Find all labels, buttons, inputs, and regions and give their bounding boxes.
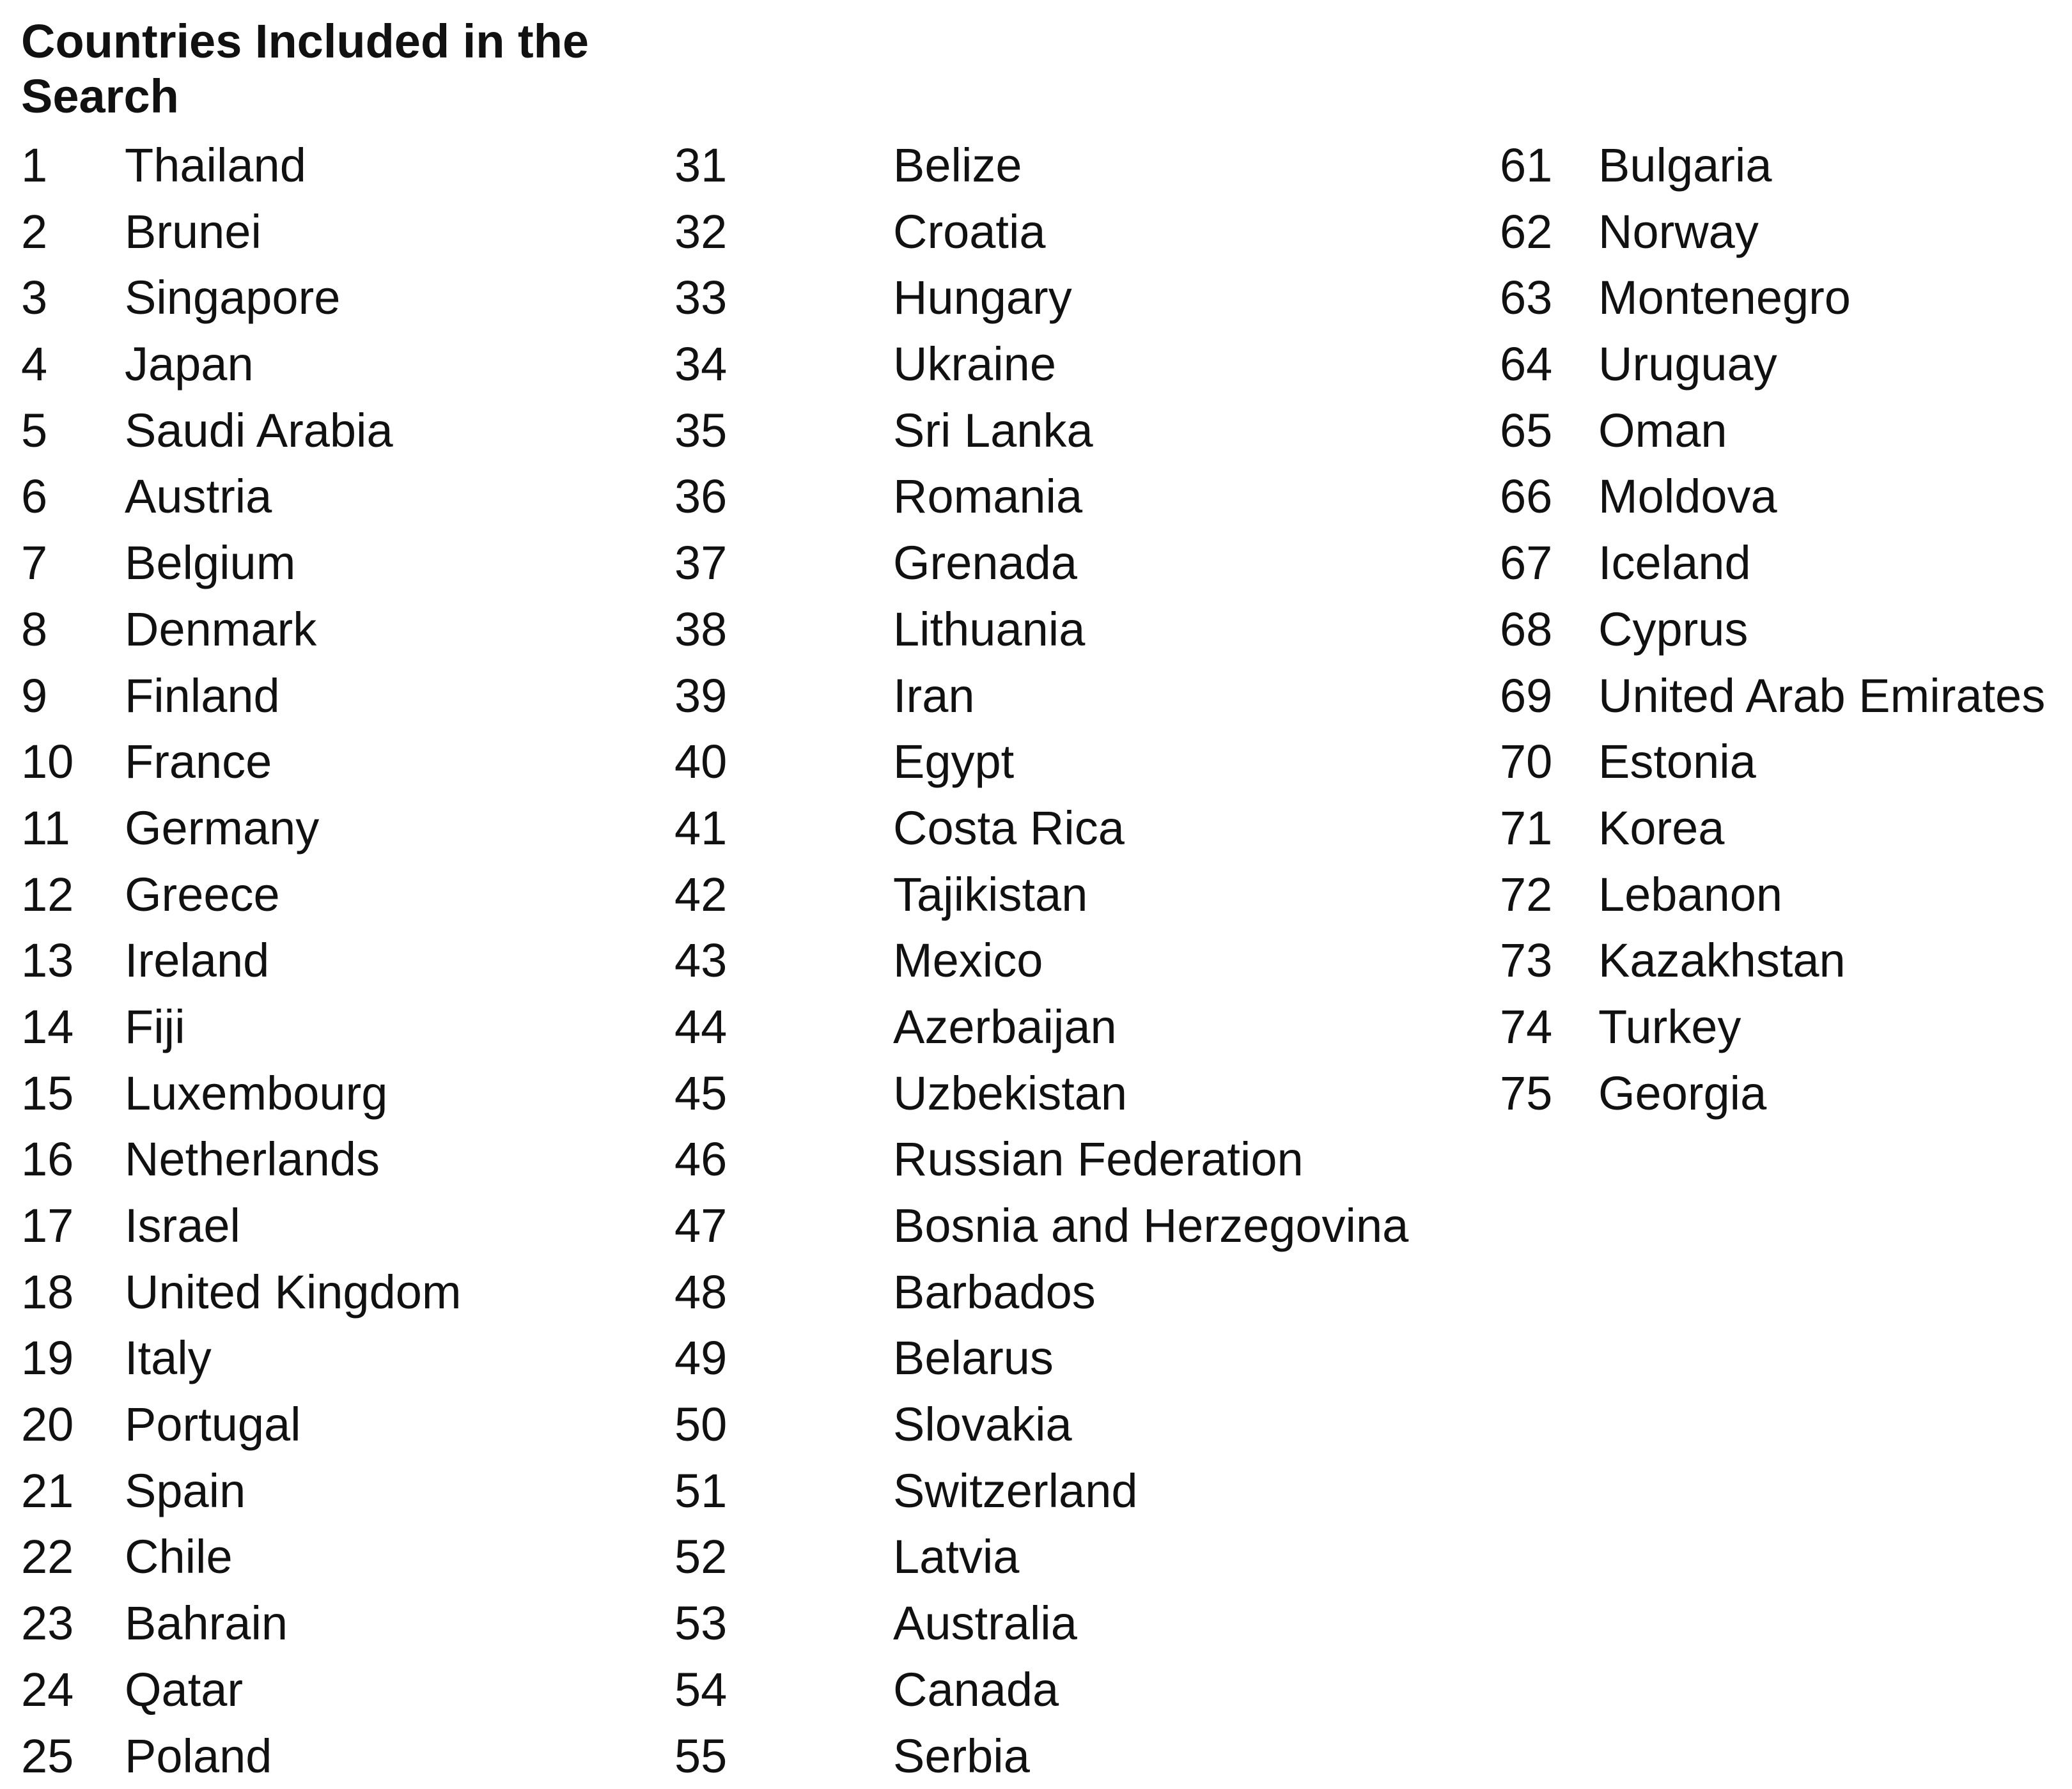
country-name: Ireland [125, 927, 269, 994]
country-number: 25 [21, 1723, 74, 1789]
country-number: 63 [1500, 265, 1552, 331]
country-number: 44 [674, 994, 727, 1060]
country-number: 22 [21, 1524, 74, 1590]
country-number: 3 [21, 265, 47, 331]
country-name: Serbia [893, 1723, 1030, 1789]
country-number: 11 [21, 795, 70, 862]
country-name: Finland [125, 663, 280, 729]
country-number: 53 [674, 1590, 727, 1657]
country-name: Grenada [893, 530, 1077, 596]
country-name: Portugal [125, 1391, 301, 1458]
country-name: Ukraine [893, 331, 1056, 398]
country-number: 9 [21, 663, 47, 729]
country-number: 55 [674, 1723, 727, 1789]
country-number: 70 [1500, 729, 1552, 795]
country-name: Iceland [1598, 530, 1751, 596]
country-name: Iran [893, 663, 975, 729]
country-name: Qatar [125, 1657, 243, 1723]
country-number: 19 [21, 1325, 74, 1391]
country-number: 12 [21, 862, 74, 928]
country-name: Turkey [1598, 994, 1741, 1060]
country-number: 24 [21, 1657, 74, 1723]
country-name: Denmark [125, 596, 316, 663]
country-name: Austria [125, 463, 272, 530]
country-name: Singapore [125, 265, 340, 331]
country-name: Romania [893, 463, 1082, 530]
country-number: 54 [674, 1657, 727, 1723]
country-name: Belarus [893, 1325, 1054, 1391]
country-number: 73 [1500, 927, 1552, 994]
country-number: 8 [21, 596, 47, 663]
country-name: United Arab Emirates [1598, 663, 2045, 729]
country-name: Canada [893, 1657, 1059, 1723]
country-number: 37 [674, 530, 727, 596]
country-name: Bosnia and Herzegovina [893, 1193, 1408, 1259]
country-number: 49 [674, 1325, 727, 1391]
country-number: 32 [674, 199, 727, 265]
country-number: 61 [1500, 132, 1552, 199]
country-name: Azerbaijan [893, 994, 1117, 1060]
country-number: 13 [21, 927, 74, 994]
country-number: 43 [674, 927, 727, 994]
country-number: 66 [1500, 463, 1552, 530]
country-name: Hungary [893, 265, 1072, 331]
country-number: 48 [674, 1259, 727, 1326]
country-name: Mexico [893, 927, 1043, 994]
country-name: Japan [125, 331, 254, 398]
country-name: Greece [125, 862, 280, 928]
country-name: Italy [125, 1325, 212, 1391]
country-number: 33 [674, 265, 727, 331]
country-name: Brunei [125, 199, 261, 265]
country-number: 36 [674, 463, 727, 530]
country-number: 52 [674, 1524, 727, 1590]
country-number: 6 [21, 463, 47, 530]
page-title: Countries Included in the Search [21, 14, 622, 124]
country-name: Korea [1598, 795, 1724, 862]
country-number: 40 [674, 729, 727, 795]
country-number: 47 [674, 1193, 727, 1259]
country-name: Spain [125, 1458, 245, 1524]
country-number: 10 [21, 729, 74, 795]
country-name: Luxembourg [125, 1060, 387, 1127]
country-number: 16 [21, 1126, 74, 1193]
country-name: Sri Lanka [893, 398, 1093, 464]
country-number: 15 [21, 1060, 74, 1127]
country-number: 65 [1500, 398, 1552, 464]
country-number: 14 [21, 994, 74, 1060]
country-number: 71 [1500, 795, 1552, 862]
country-name: Switzerland [893, 1458, 1138, 1524]
country-name: Lithuania [893, 596, 1085, 663]
country-name: Germany [125, 795, 319, 862]
country-number: 45 [674, 1060, 727, 1127]
country-number: 72 [1500, 862, 1552, 928]
country-name: Egypt [893, 729, 1014, 795]
country-name: Barbados [893, 1259, 1096, 1326]
country-name: Tajikistan [893, 862, 1087, 928]
country-number: 20 [21, 1391, 74, 1458]
country-number: 21 [21, 1458, 74, 1524]
country-number: 17 [21, 1193, 74, 1259]
country-name: Costa Rica [893, 795, 1125, 862]
country-number: 35 [674, 398, 727, 464]
country-number: 39 [674, 663, 727, 729]
country-name: Cyprus [1598, 596, 1748, 663]
country-name: Montenegro [1598, 265, 1851, 331]
country-name: Croatia [893, 199, 1046, 265]
country-name: Uruguay [1598, 331, 1777, 398]
country-name: Chile [125, 1524, 233, 1590]
country-name: Bahrain [125, 1590, 288, 1657]
country-name: Russian Federation [893, 1126, 1304, 1193]
country-name: Slovakia [893, 1391, 1072, 1458]
country-name: Saudi Arabia [125, 398, 393, 464]
country-name: Oman [1598, 398, 1727, 464]
country-name: France [125, 729, 272, 795]
country-number: 31 [674, 132, 727, 199]
country-number: 64 [1500, 331, 1552, 398]
country-number: 42 [674, 862, 727, 928]
country-name: Thailand [125, 132, 306, 199]
country-number: 7 [21, 530, 47, 596]
country-name: Lebanon [1598, 862, 1782, 928]
country-name: Moldova [1598, 463, 1777, 530]
country-name: Israel [125, 1193, 240, 1259]
country-number: 38 [674, 596, 727, 663]
country-name: Bulgaria [1598, 132, 1772, 199]
country-number: 74 [1500, 994, 1552, 1060]
country-name: Netherlands [125, 1126, 380, 1193]
country-name: Latvia [893, 1524, 1019, 1590]
country-number: 23 [21, 1590, 74, 1657]
country-name: Estonia [1598, 729, 1756, 795]
country-number: 41 [674, 795, 727, 862]
country-number: 46 [674, 1126, 727, 1193]
country-number: 75 [1500, 1060, 1552, 1127]
country-number: 34 [674, 331, 727, 398]
country-number: 50 [674, 1391, 727, 1458]
country-number: 69 [1500, 663, 1552, 729]
country-name: Uzbekistan [893, 1060, 1127, 1127]
country-name: Belize [893, 132, 1022, 199]
country-number: 18 [21, 1259, 74, 1326]
country-number: 5 [21, 398, 47, 464]
country-number: 67 [1500, 530, 1552, 596]
country-name: Australia [893, 1590, 1077, 1657]
country-name: Norway [1598, 199, 1759, 265]
country-number: 4 [21, 331, 47, 398]
country-name: Kazakhstan [1598, 927, 1846, 994]
country-name: Fiji [125, 994, 185, 1060]
country-number: 62 [1500, 199, 1552, 265]
country-number: 2 [21, 199, 47, 265]
country-name: United Kingdom [125, 1259, 462, 1326]
country-number: 51 [674, 1458, 727, 1524]
country-number: 1 [21, 132, 47, 199]
country-name: Georgia [1598, 1060, 1766, 1127]
country-name: Belgium [125, 530, 295, 596]
country-number: 68 [1500, 596, 1552, 663]
country-name: Poland [125, 1723, 272, 1789]
